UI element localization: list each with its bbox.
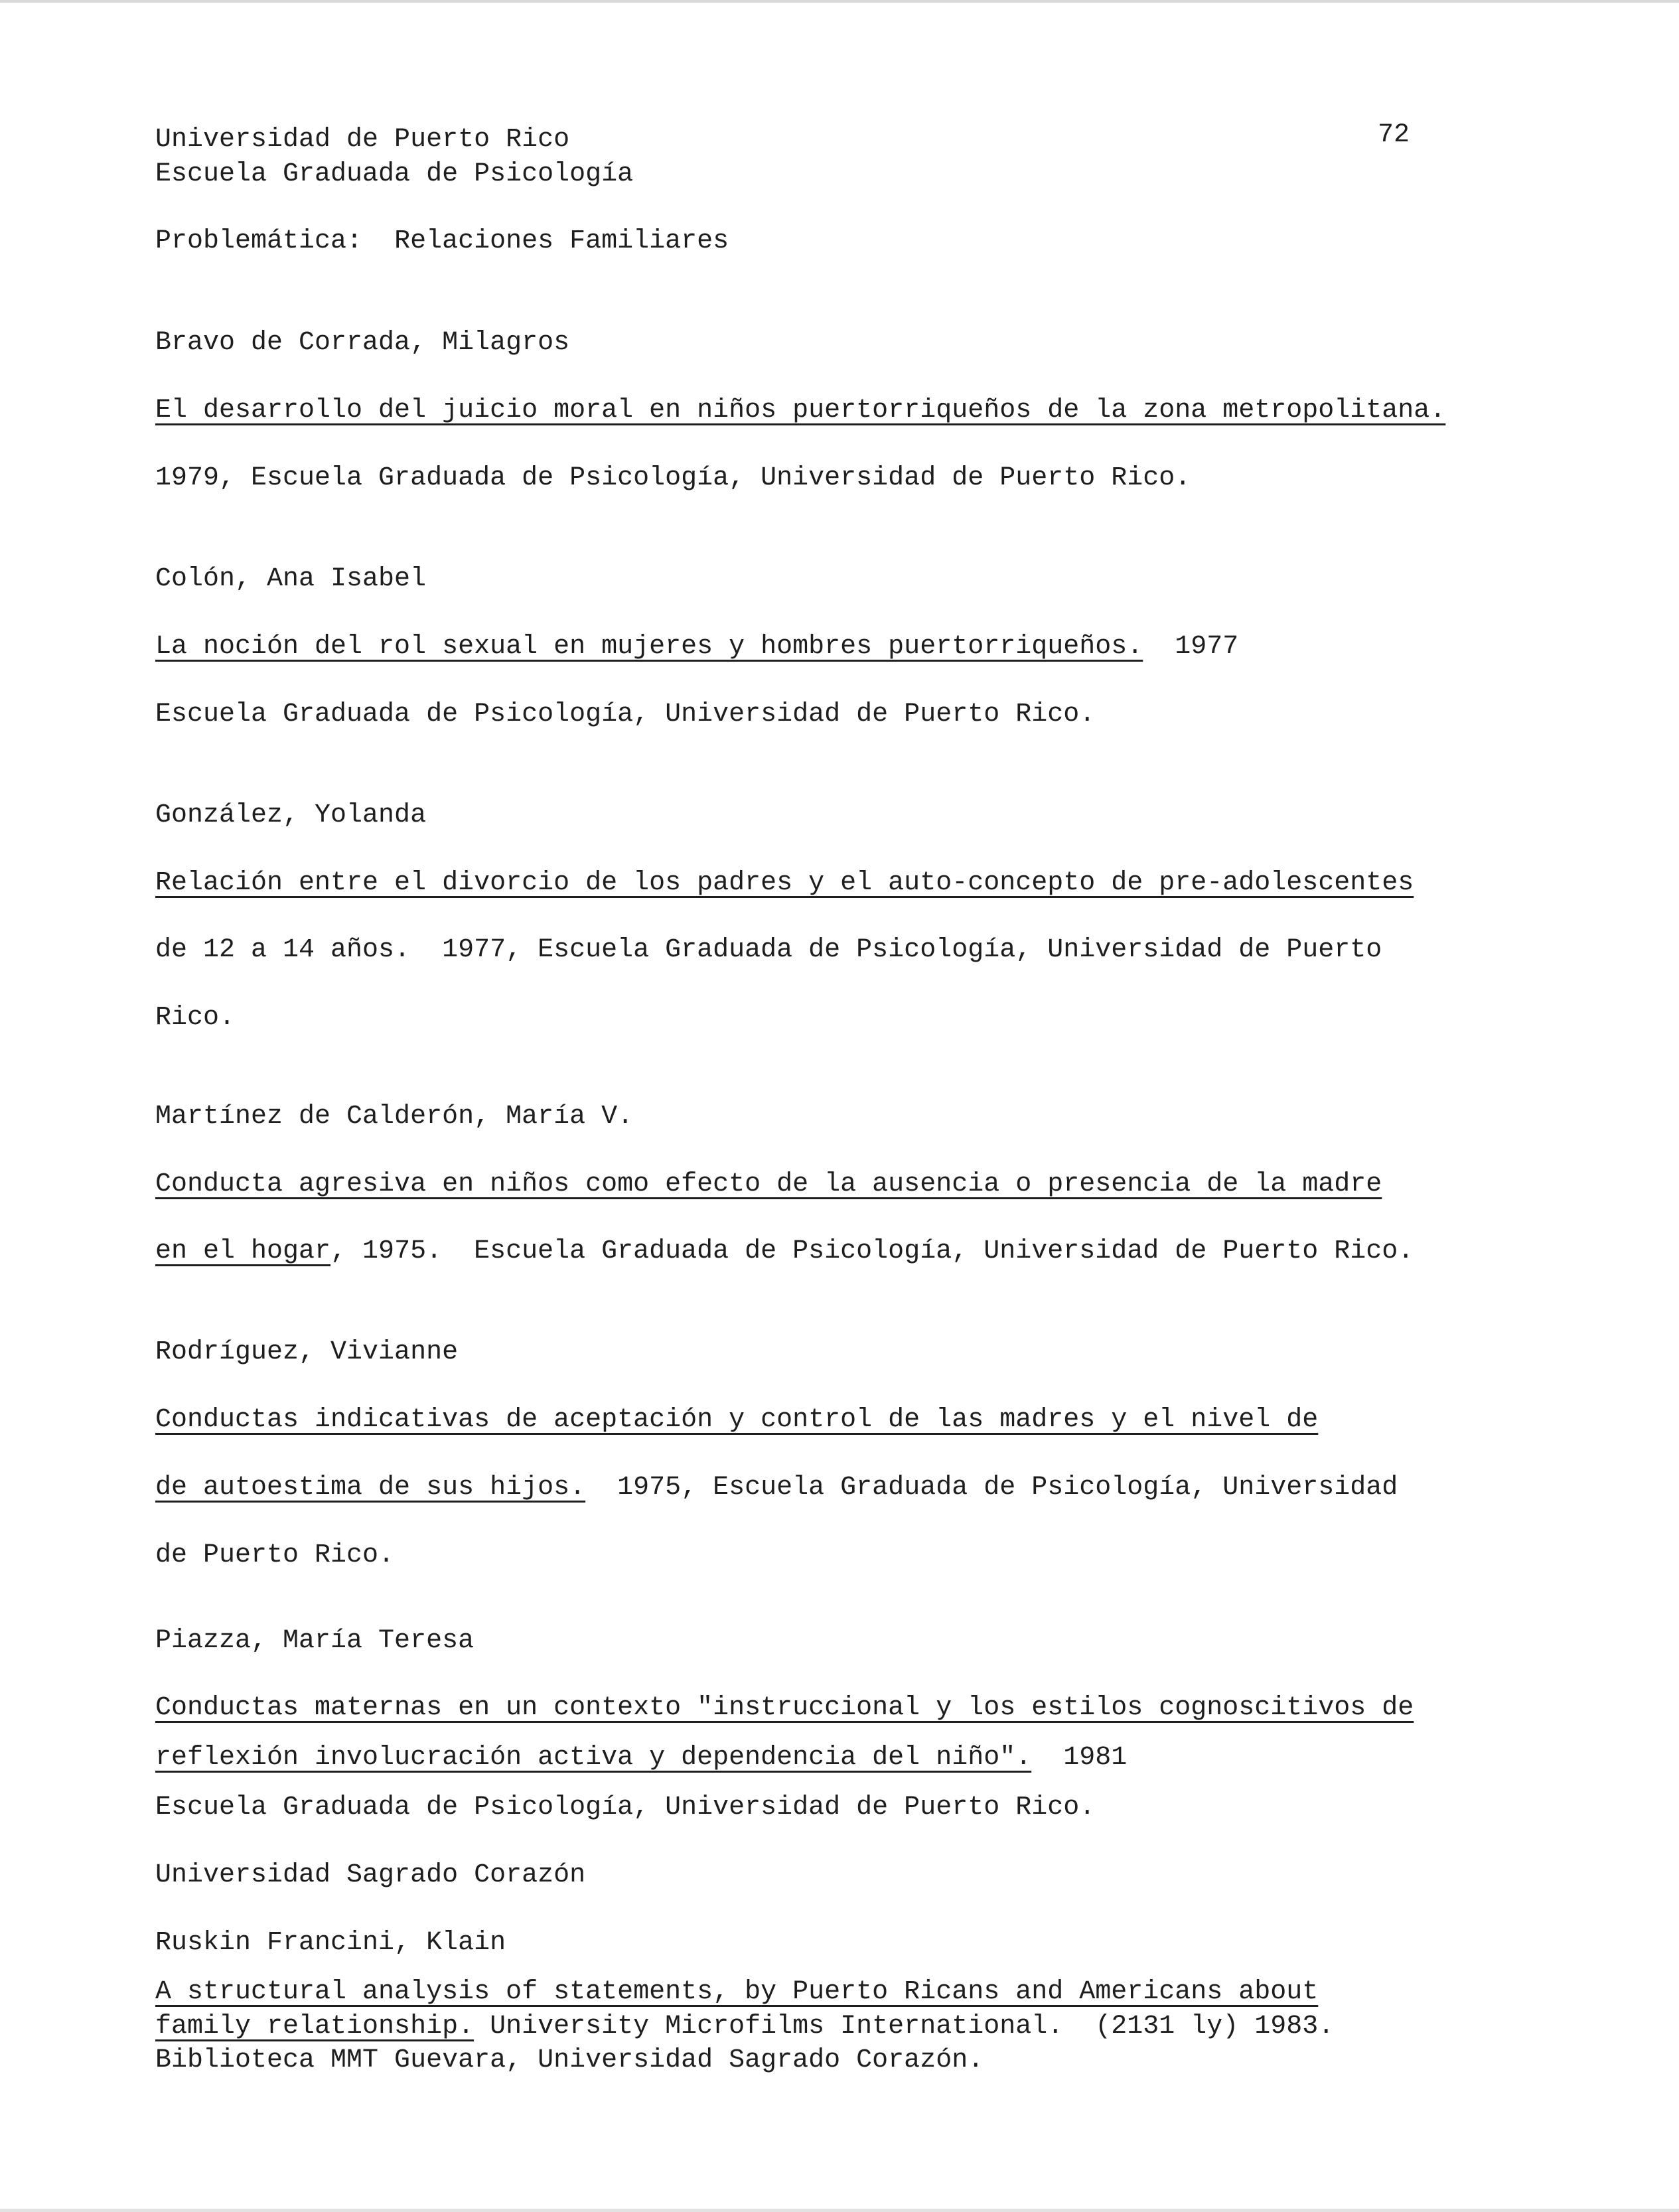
entry-title-text: family relationship.: [155, 2012, 475, 2041]
entry-author: Ruskin Francini, Klain: [155, 1928, 506, 1958]
entry-title: [155, 395, 1445, 427]
page-bottom-edge: [0, 2209, 1679, 2212]
entry-year: 1977: [1175, 632, 1239, 662]
entry-title: [155, 1404, 1318, 1436]
entry-publication: Escuela Graduada de Psicología, Universidad de Puerto Rico.: [155, 1793, 1096, 1822]
entry-title-cont: [155, 2011, 1334, 2043]
entry-publication-cont: Biblioteca MMT Guevara, Universidad Sagrado Corazón.: [155, 2045, 984, 2075]
entry-author: González, Yolanda: [155, 800, 427, 830]
entry-title-text: Conducta agresiva en niños como efecto de la ausencia o presencia de la madre: [155, 1169, 1382, 1199]
entry-publication: University Microfilms International. (2131 ly) 1983.: [474, 2012, 1335, 2041]
entry-title: [155, 867, 1414, 899]
entry-title-text: Relación entre el divorcio de los padres y el auto-concepto de pre-adolescentes: [155, 868, 1414, 898]
problem-line: [155, 226, 729, 258]
entry-author: Martínez de Calderón, María V.: [155, 1102, 634, 1132]
entry-author: Bravo de Corrada, Milagros: [155, 328, 570, 358]
entry-author: Piazza, María Teresa: [155, 1626, 475, 1656]
entry-author: Rodríguez, Vivianne: [155, 1337, 459, 1367]
entry-title: [155, 631, 1238, 663]
entry-publication-cont: de Puerto Rico.: [155, 1540, 395, 1570]
entry-title-text: A structural analysis of statements, by Puerto Ricans and Americans about: [155, 1977, 1319, 2007]
entry-title-text: La noción del rol sexual en mujeres y hombres puertorriqueños.: [155, 632, 1143, 662]
entry-publication: , 1975. Escuela Graduada de Psicología, Universidad de Puerto Rico.: [330, 1236, 1414, 1266]
entry-title: [155, 1169, 1382, 1201]
problem-value: Relaciones Familiares: [394, 226, 729, 256]
problem-label: Problemática:: [155, 226, 363, 256]
entry-title-text: de autoestima de sus hijos.: [155, 1473, 586, 1503]
entry-title: [155, 1976, 1318, 2008]
entry-title-text: El desarrollo del juicio moral en niños puertorriqueños de la zona metropolitana.: [155, 396, 1446, 425]
entry-publication: 1975, Escuela Graduada de Psicología, Universidad: [585, 1473, 1398, 1503]
entry-publication: 1979, Escuela Graduada de Psicología, Universidad de Puerto Rico.: [155, 463, 1191, 493]
header-university: Universidad de Puerto Rico: [155, 125, 570, 155]
page-number: 72: [1378, 120, 1410, 150]
entry-publication-cont: Rico.: [155, 1003, 236, 1033]
entry-title-text: reflexión involucración activa y dependencia del niño".: [155, 1743, 1032, 1773]
header-school: Escuela Graduada de Psicología: [155, 159, 634, 189]
entry-title: [155, 1692, 1414, 1724]
entry-title-text: Conductas maternas en un contexto "instruccional y los estilos cognoscitivos de: [155, 1693, 1414, 1723]
entry-title-cont: [155, 1472, 1398, 1504]
section-heading: Universidad Sagrado Corazón: [155, 1860, 586, 1890]
entry-author: Colón, Ana Isabel: [155, 564, 427, 594]
entry-title-cont: [155, 1236, 1414, 1268]
entry-publication: de 12 a 14 años. 1977, Escuela Graduada de Psicología, Universidad de Puerto: [155, 935, 1382, 965]
page-top-edge: [0, 0, 1679, 3]
entry-year: 1981: [1031, 1743, 1128, 1773]
entry-title-cont: [155, 1742, 1127, 1774]
entry-publication: Escuela Graduada de Psicología, Universidad de Puerto Rico.: [155, 700, 1096, 729]
entry-title-text: en el hogar: [155, 1236, 331, 1266]
entry-title-text: Conductas indicativas de aceptación y control de las madres y el nivel de: [155, 1405, 1319, 1435]
